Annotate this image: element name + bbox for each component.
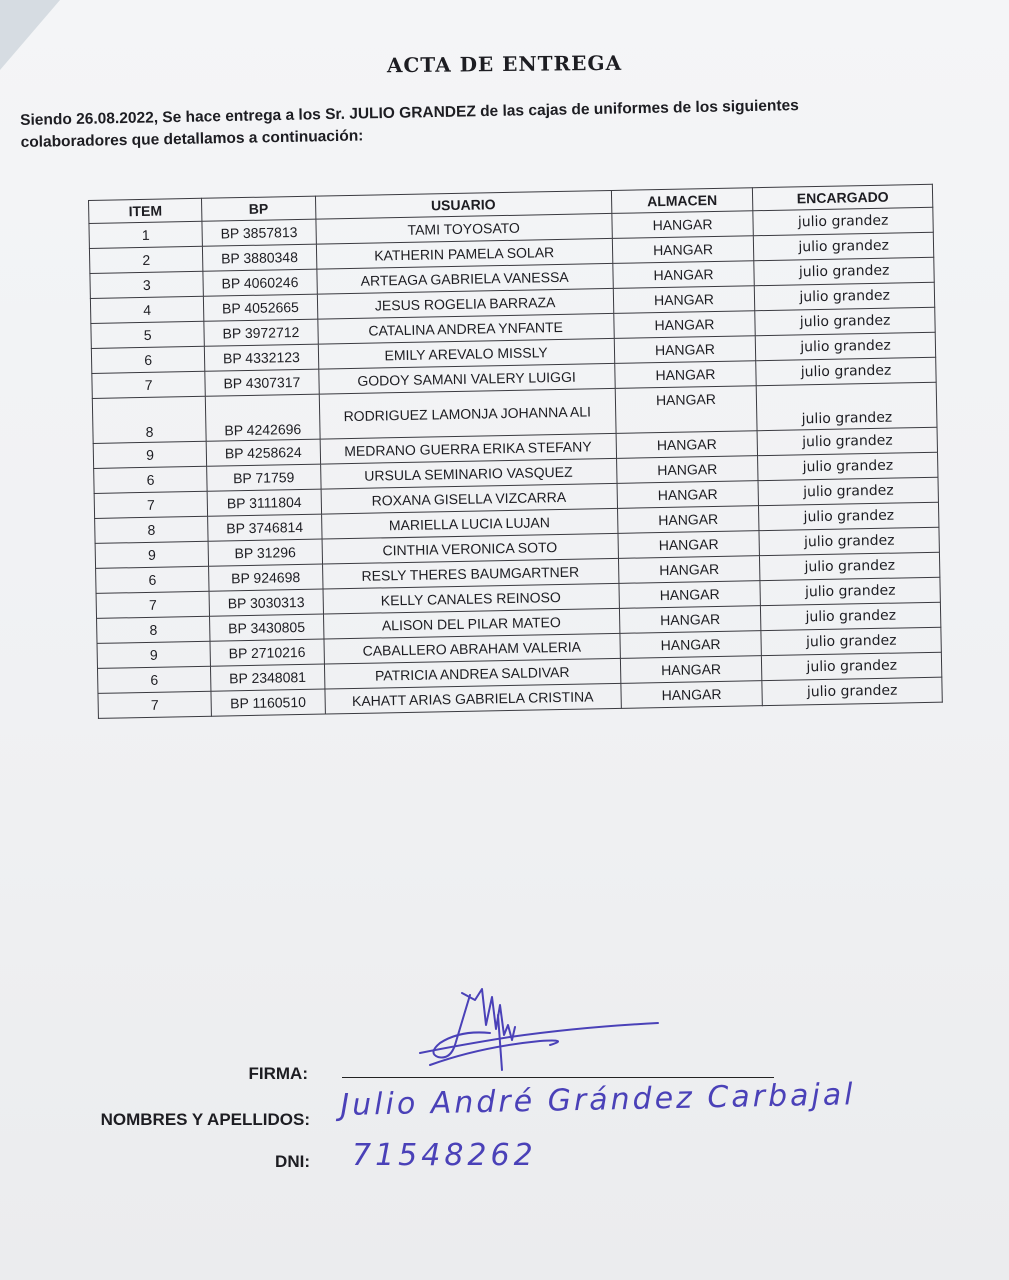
bp-cell: BP 3111804	[207, 489, 321, 516]
header-bp: BP	[202, 196, 316, 221]
dni-label: DNI:	[275, 1152, 310, 1171]
encargado-cell: julio grandez	[762, 677, 942, 705]
usuario-cell: TAMI TOYOSATO	[315, 213, 612, 244]
item-cell: 7	[98, 691, 212, 718]
almacen-cell: HANGAR	[619, 606, 761, 634]
bp-cell: BP 3972712	[204, 319, 318, 346]
delivery-table	[88, 184, 943, 719]
bp-cell: BP 2710216	[210, 639, 324, 666]
item-cell: 7	[96, 591, 210, 618]
almacen-cell: HANGAR	[612, 236, 754, 264]
dni-handwritten: 71548262	[352, 1138, 537, 1173]
signature-scribble	[400, 985, 670, 1080]
almacen-cell: HANGAR	[613, 286, 755, 314]
encargado-cell: julio grandez	[760, 577, 940, 605]
bp-cell: BP 4332123	[205, 344, 319, 371]
item-cell: 9	[97, 641, 211, 668]
item-cell: 7	[92, 371, 206, 398]
header-usuario: USUARIO	[315, 190, 612, 219]
usuario-cell: CINTHIA VERONICA SOTO	[322, 533, 619, 564]
encargado-cell: julio grandez	[755, 307, 935, 335]
encargado-cell: julio grandez	[755, 282, 935, 310]
almacen-cell: HANGAR	[613, 311, 755, 339]
almacen-cell: HANGAR	[621, 681, 763, 709]
encargado-cell: julio grandez	[758, 477, 938, 505]
bp-cell: BP 71759	[207, 464, 321, 491]
bp-cell: BP 3030313	[209, 589, 323, 616]
item-cell: 2	[89, 246, 203, 273]
usuario-cell: KAHATT ARIAS GABRIELA CRISTINA	[324, 683, 621, 714]
almacen-cell: HANGAR	[616, 431, 758, 459]
encargado-cell: julio grandez	[761, 627, 941, 655]
usuario-cell: KATHERIN PAMELA SOLAR	[316, 238, 613, 269]
item-cell: 7	[94, 491, 208, 518]
bp-cell: BP 4060246	[203, 269, 317, 296]
almacen-cell: HANGAR	[620, 656, 762, 684]
encargado-cell: julio grandez	[755, 332, 935, 360]
bp-cell: BP 4258624	[206, 439, 320, 466]
bp-cell: BP 2348081	[211, 664, 325, 691]
intro-line-2: colaboradores que detallamos a continuación:	[20, 127, 364, 151]
encargado-cell: julio grandez	[756, 382, 937, 430]
usuario-cell: EMILY AREVALO MISSLY	[318, 338, 615, 369]
encargado-cell: julio grandez	[759, 502, 939, 530]
item-cell: 4	[90, 296, 204, 323]
bp-cell: BP 4242696	[206, 394, 320, 441]
encargado-cell: julio grandez	[760, 552, 940, 580]
intro-paragraph	[20, 91, 996, 154]
usuario-cell: URSULA SEMINARIO VASQUEZ	[320, 458, 617, 489]
usuario-cell: CABALLERO ABRAHAM VALERIA	[323, 633, 620, 664]
bp-cell: BP 4307317	[205, 369, 319, 396]
bp-cell: BP 3430805	[210, 614, 324, 641]
almacen-cell: HANGAR	[614, 361, 756, 389]
item-cell: 9	[93, 441, 207, 468]
header-item: ITEM	[89, 198, 203, 223]
bp-cell: BP 1160510	[211, 689, 325, 716]
usuario-cell: MARIELLA LUCIA LUJAN	[321, 508, 618, 539]
signature-line	[342, 1077, 774, 1078]
usuario-cell: ALISON DEL PILAR MATEO	[323, 608, 620, 639]
encargado-cell: julio grandez	[762, 652, 942, 680]
bp-cell: BP 31296	[208, 539, 322, 566]
item-cell: 6	[97, 666, 211, 693]
almacen-cell: HANGAR	[614, 336, 756, 364]
delivery-table-wrapper	[88, 184, 943, 719]
item-cell: 8	[92, 396, 206, 443]
encargado-cell: julio grandez	[758, 452, 938, 480]
bp-cell: BP 3746814	[208, 514, 322, 541]
usuario-cell: RODRIGUEZ LAMONJA JOHANNA ALI	[319, 388, 616, 439]
usuario-cell: ROXANA GISELLA VIZCARRA	[321, 483, 618, 514]
usuario-cell: KELLY CANALES REINOSO	[323, 583, 620, 614]
encargado-cell: julio grandez	[753, 207, 933, 235]
bp-cell: BP 3857813	[202, 219, 316, 246]
header-almacen: ALMACEN	[611, 188, 753, 214]
item-cell: 5	[91, 321, 205, 348]
bp-cell: BP 3880348	[203, 244, 317, 271]
encargado-cell: julio grandez	[757, 427, 937, 455]
encargado-cell: julio grandez	[756, 357, 936, 385]
encargado-cell: julio grandez	[759, 527, 939, 555]
item-cell: 3	[90, 271, 204, 298]
item-cell: 6	[96, 566, 210, 593]
usuario-cell: MEDRANO GUERRA ERIKA STEFANY	[320, 433, 617, 464]
item-cell: 6	[94, 466, 208, 493]
usuario-cell: GODOY SAMANI VALERY LUIGGI	[318, 363, 615, 394]
bp-cell: BP 924698	[209, 564, 323, 591]
usuario-cell: CATALINA ANDREA YNFANTE	[317, 313, 614, 344]
firma-label: FIRMA:	[248, 1064, 308, 1083]
almacen-cell: HANGAR	[620, 631, 762, 659]
almacen-cell: HANGAR	[617, 481, 759, 509]
item-cell: 9	[95, 541, 209, 568]
nombres-handwritten: Julio André Grández Carbajal	[340, 1077, 856, 1123]
item-cell: 8	[97, 616, 211, 643]
intro-line-1: Siendo 26.08.2022, Se hace entrega a los Sr. JULIO GRANDEZ de las cajas de uniformes de los siguientes	[20, 97, 799, 129]
encargado-cell: julio grandez	[761, 602, 941, 630]
almacen-cell: HANGAR	[615, 386, 757, 434]
document-title: ACTA DE ENTREGA	[386, 50, 623, 78]
usuario-cell: PATRICIA ANDREA SALDIVAR	[324, 658, 621, 689]
almacen-cell: HANGAR	[618, 556, 760, 584]
item-cell: 8	[95, 516, 209, 543]
bp-cell: BP 4052665	[204, 294, 318, 321]
almacen-cell: HANGAR	[618, 531, 760, 559]
encargado-cell: julio grandez	[754, 257, 934, 285]
almacen-cell: HANGAR	[617, 506, 759, 534]
encargado-cell: julio grandez	[754, 232, 934, 260]
item-cell: 6	[91, 346, 205, 373]
header-encargado: ENCARGADO	[753, 184, 933, 210]
almacen-cell: HANGAR	[619, 581, 761, 609]
almacen-cell: HANGAR	[613, 261, 755, 289]
usuario-cell: JESUS ROGELIA BARRAZA	[317, 288, 614, 319]
almacen-cell: HANGAR	[616, 456, 758, 484]
item-cell: 1	[89, 221, 203, 248]
usuario-cell: ARTEAGA GABRIELA VANESSA	[316, 263, 613, 294]
nombres-label: NOMBRES Y APELLIDOS:	[100, 1110, 310, 1129]
usuario-cell: RESLY THERES BAUMGARTNER	[322, 558, 619, 589]
almacen-cell: HANGAR	[612, 211, 754, 239]
